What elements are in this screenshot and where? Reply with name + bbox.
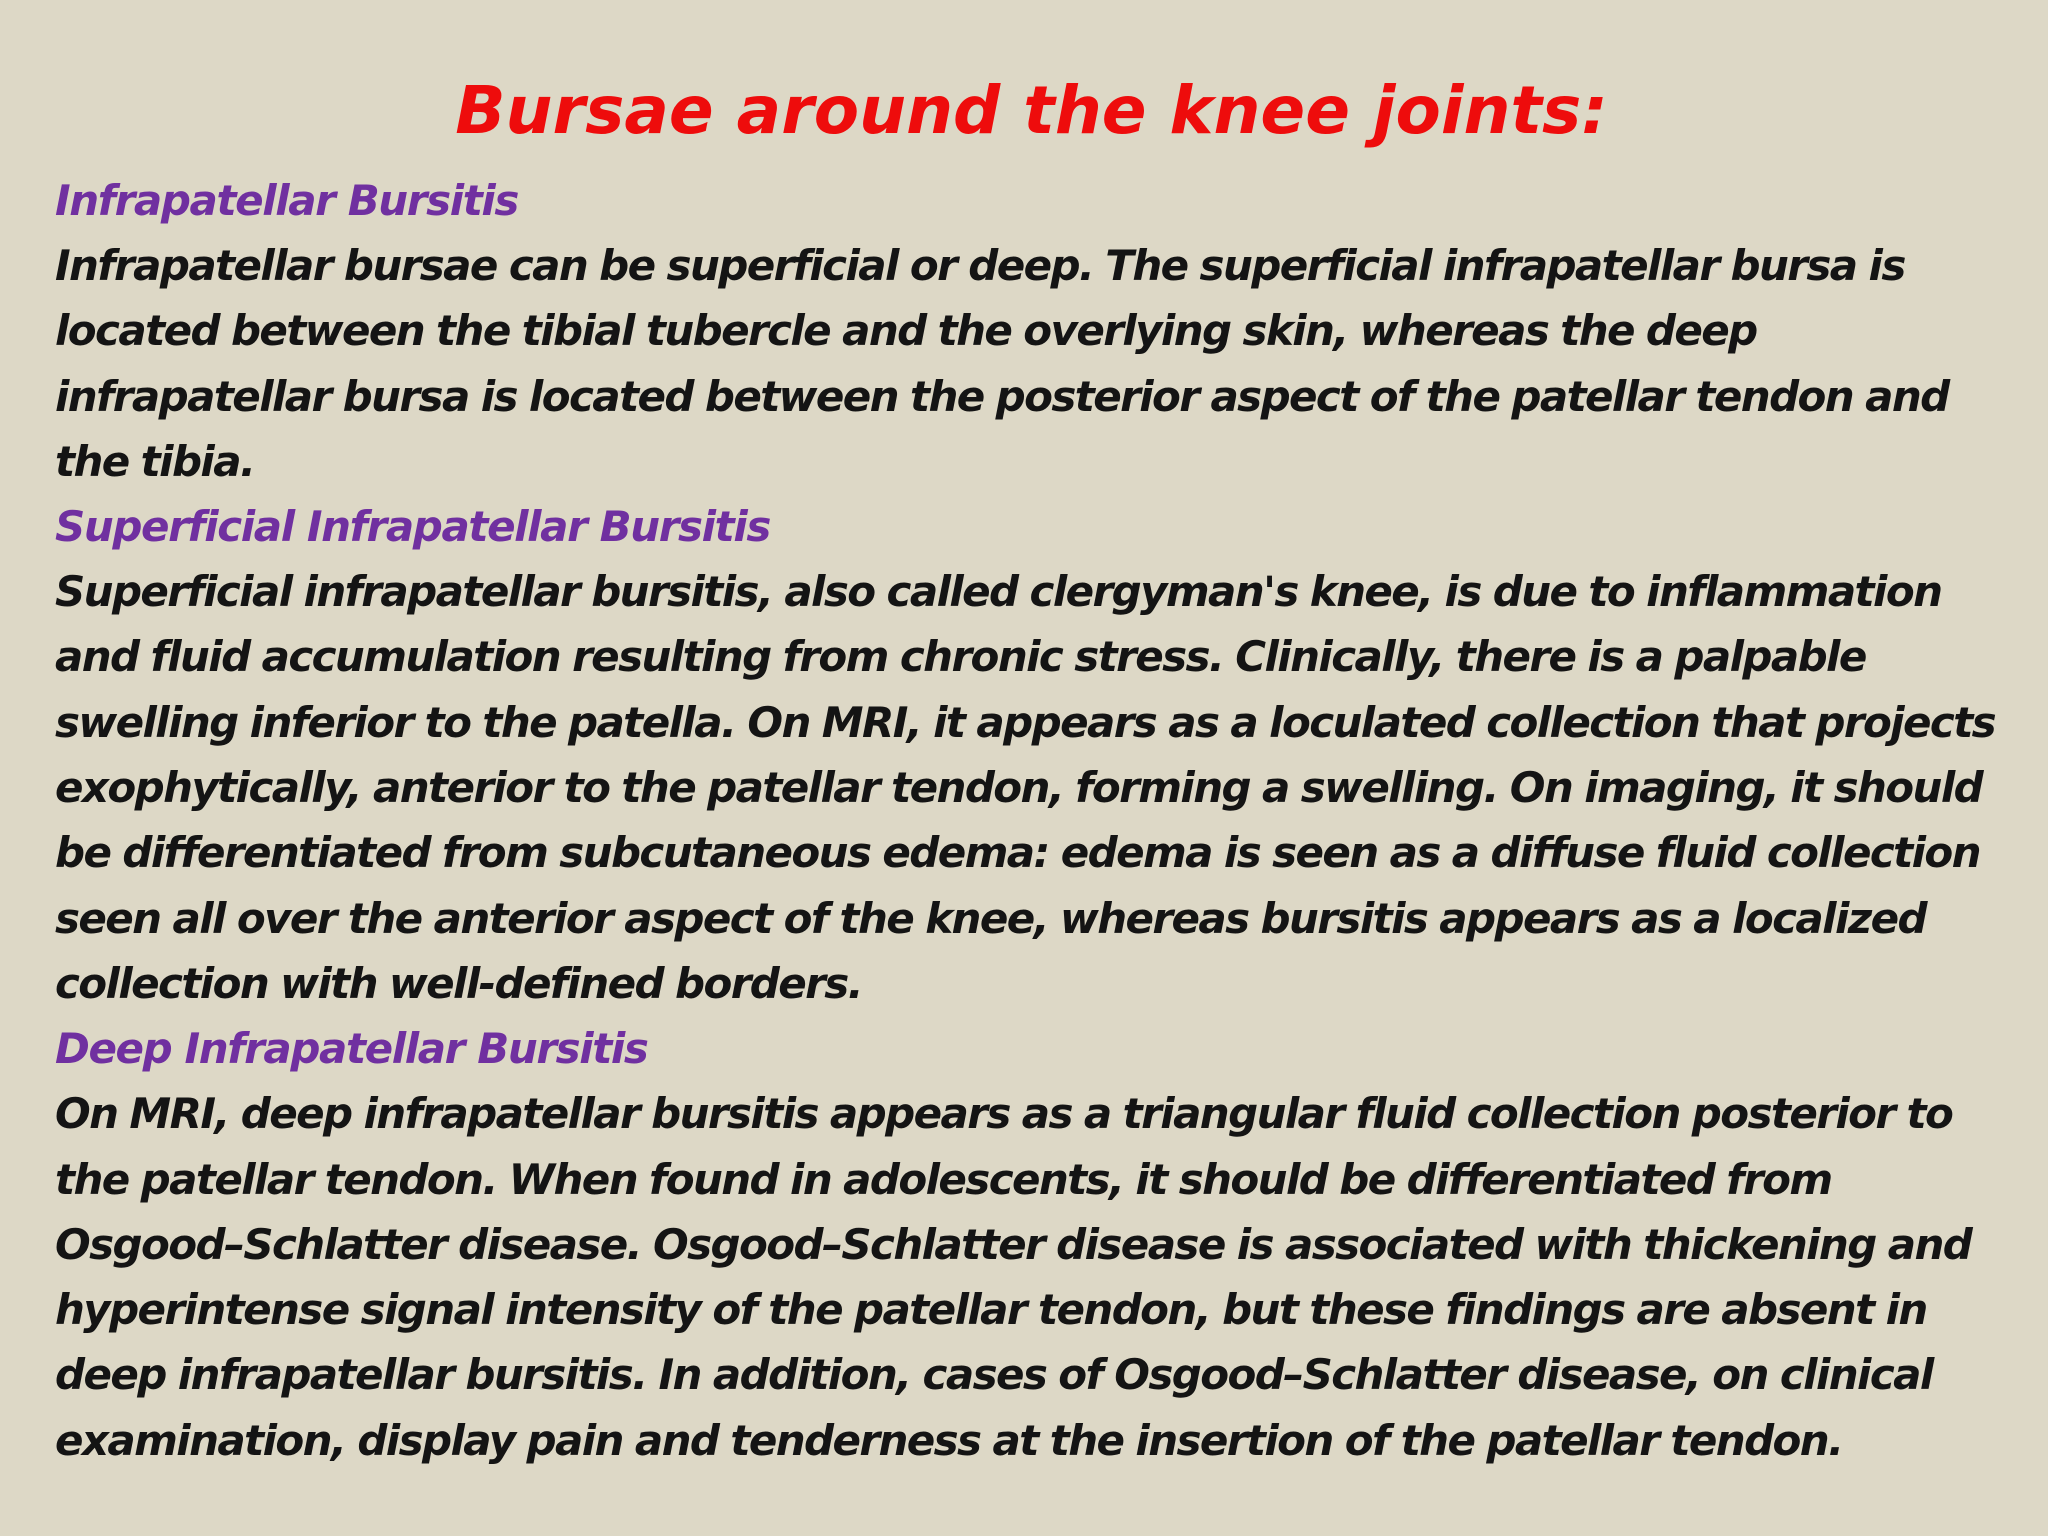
section-heading: Superficial Infrapatellar Bursitis [55,502,770,552]
section-superficial-infrapatellar-bursitis [55,494,2008,1016]
section-body: On MRI, deep infrapatellar bursitis appears as a triangular fluid collection posterior to the patellar tendon. When found in adolescents, it should be differentiated from Osgood–Schlatter disease. Osgood–Schlatter disease is associated with thickening and hyperintense signal intensity of the patellar tendon, but these findings are absent in deep infrapatellar bursitis. In addition, cases of Osgood–Schlatter disease, on clinical examination, display pain and tenderness at the insertion of the patellar tendon. [55,1089,1972,1465]
section-heading: Infrapatellar Bursitis [55,176,518,225]
section-body: Superficial infrapatellar bursitis, also called clergyman's knee, is due to inflammation and fluid accumulation resulting from chronic stress. Clinically, there is a palpable swelling inferior to the patella. On MRI, it appears as a loculated collection that projects exophytically, anterior to the patellar tendon, forming a swelling. On imaging, it should be differentiated from subcutaneous edema: edema is seen as a diffuse fluid collection seen all over the anterior aspect of the knee, whereas bursitis appears as a localized collection with well-defined borders. [55,567,1996,1008]
section-body: Infrapatellar bursae can be superficial or deep. The superficial infrapatellar bursa is located between the tibial tubercle and the overlying skin, whereas the deep infrapatellar bursa is located between the posterior aspect of the patellar tendon and the tibia. [55,241,1949,486]
section-deep-infrapatellar-bursitis [55,1016,2008,1473]
section-heading: Deep Infrapatellar Bursitis [55,1024,648,1074]
slide-title: Bursae around the knee joints: [455,72,1608,149]
section-infrapatellar-bursitis [55,168,2008,494]
